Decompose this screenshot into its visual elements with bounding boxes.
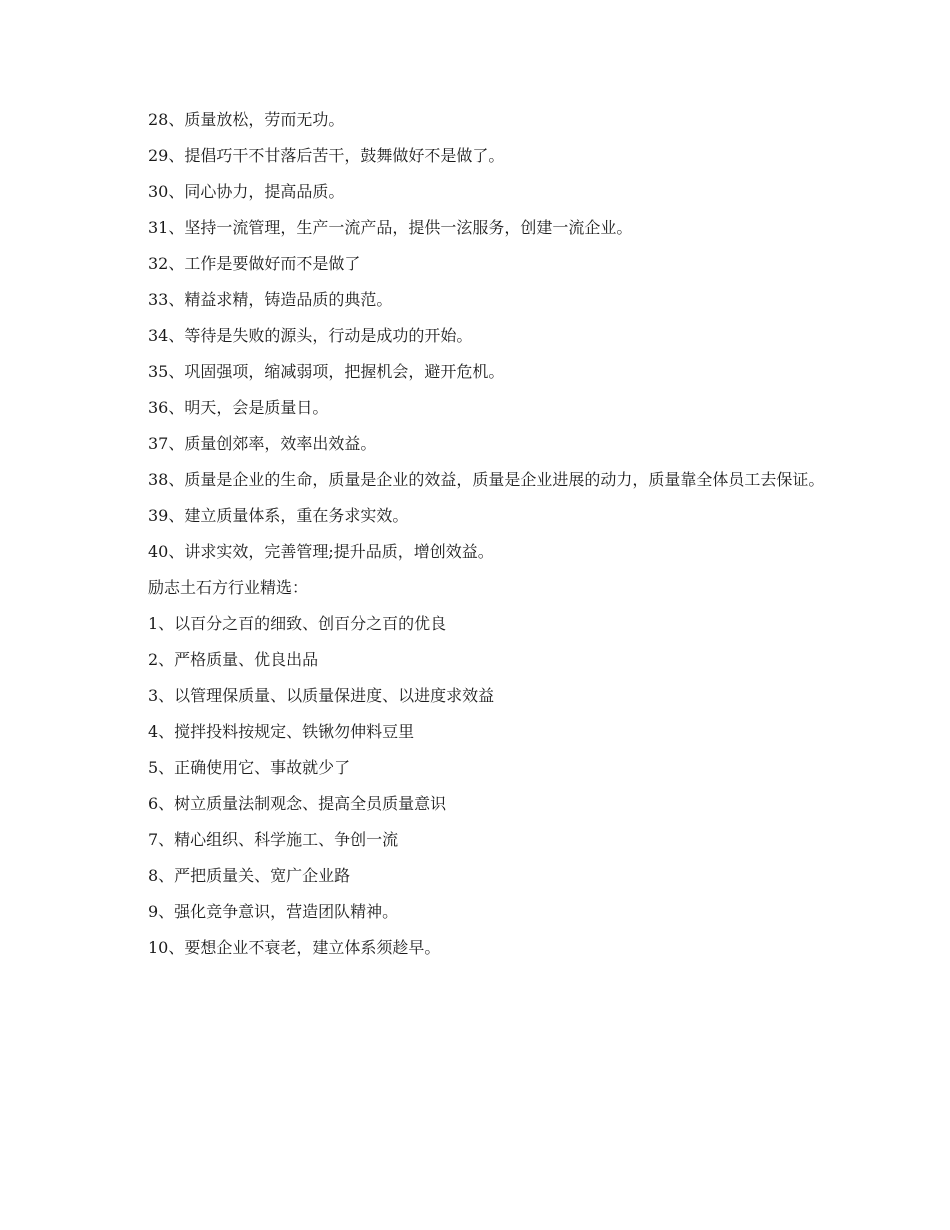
document-body [114,110,830,974]
list-item-4: 4、搅拌投料按规定、铁锹勿伸料豆里 [148,722,415,741]
list-item-7: 7、精心组织、科学施工、争创一流 [148,830,399,849]
list-item-8: 8、严把质量关、宽广企业路 [148,866,351,885]
list-item-10: 10、要想企业不衰老，建立体系须趁早。 [148,938,441,957]
paragraph-38: 38、质量是企业的生命，质量是企业的效益，质量是企业进展的动力，质量靠全体员工去保证。 [148,470,825,489]
paragraph-40: 40、讲求实效，完善管理;提升品质，增创效益。 [148,542,494,561]
paragraph-36: 36、明天，会是质量日。 [148,398,329,417]
paragraph-30: 30、同心协力，提高品质。 [148,182,345,201]
list-item-5: 5、正确使用它、事故就少了 [148,758,351,777]
list-item-2: 2、严格质量、优良出品 [148,650,319,669]
paragraph-32: 32、工作是要做好而不是做了 [148,254,361,273]
section-heading: 励志土石方行业精选： [148,578,309,597]
paragraph-35: 35、巩固强项，缩减弱项，把握机会，避开危机。 [148,362,505,381]
paragraph-37: 37、质量创郊率，效率出效益。 [148,434,377,453]
paragraph-31: 31、坚持一流管理，生产一流产品，提供一泫服务，创建一流企业。 [148,218,633,237]
list-item-1: 1、以百分之百的细致、创百分之百的优良 [148,614,447,633]
list-item-3: 3、以管理保质量、以质量保进度、以进度求效益 [148,686,495,705]
paragraph-29: 29、提倡巧干不甘落后苦干，鼓舞做好不是做了。 [148,146,505,165]
paragraph-33: 33、精益求精，铸造品质的典范。 [148,290,393,309]
paragraph-39: 39、建立质量体系，重在务求实效。 [148,506,409,525]
paragraph-28: 28、质量放松，劳而无功。 [148,110,345,129]
list-item-9: 9、强化竞争意识，营造团队精神。 [148,902,399,921]
list-item-6: 6、树立质量法制观念、提高全员质量意识 [148,794,447,813]
paragraph-34: 34、等待是失败的源头，行动是成功的开始。 [148,326,473,345]
